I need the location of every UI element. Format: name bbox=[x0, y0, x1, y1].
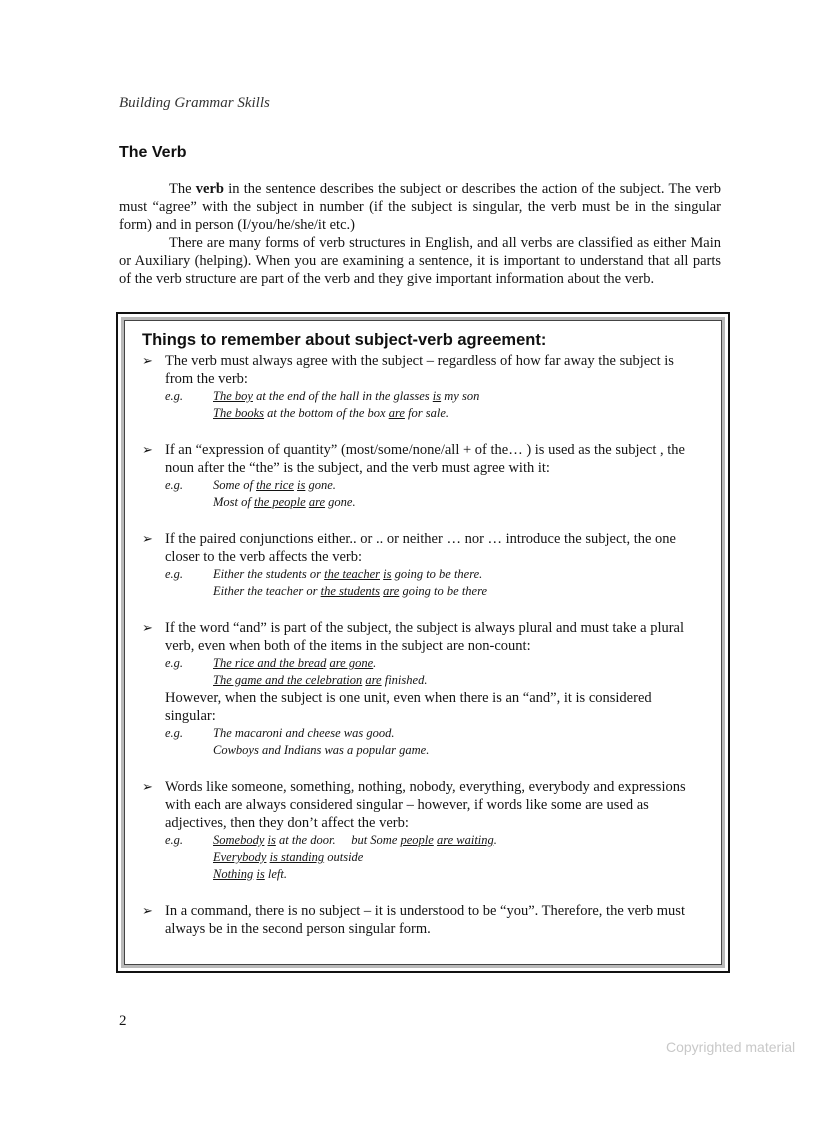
rule-text: The verb must always agree with the subject – regardless of how far away the subject is from the verb: bbox=[165, 353, 674, 387]
example-line: Either the teacher or the students are going to be there bbox=[213, 584, 488, 598]
example-line: e.g. The boy at the end of the hall in the glasses is my son bbox=[165, 389, 480, 403]
eg-label: e.g. bbox=[165, 726, 184, 740]
rules-box-title: Things to remember about subject-verb agreement: bbox=[142, 331, 547, 349]
rule-text: Words like someone, something, nothing, nobody, everything, everybody and expressions with each are always considered singular – however, if words like some are used as adjectives, then they don’t affect the verb: bbox=[165, 779, 686, 831]
arrow-bullet-icon: ➢ bbox=[142, 903, 153, 918]
rule-item bbox=[139, 902, 705, 938]
page-number: 2 bbox=[119, 1013, 127, 1029]
arrow-bullet-icon: ➢ bbox=[142, 779, 153, 794]
intro-paragraph-1: The verb in the sentence describes the subject or describes the action of the subject. The verb must “agree” with the subject in number (if the subject is singular, the verb must be in the singular form) and in person (I/you/he/she/it etc.) bbox=[119, 181, 721, 233]
intro-paragraph-2: There are many forms of verb structures in English, and all verbs are classified as either Main or Auxiliary (helping). When you are examining a sentence, it is important to understand that all parts of the verb structure are part of the verb and they give important information about the verb. bbox=[119, 235, 721, 287]
example-line: The books at the bottom of the box are for sale. bbox=[213, 406, 449, 420]
section-title: The Verb bbox=[119, 144, 187, 161]
rule-text: If an “expression of quantity” (most/some/none/all + of the… ) is used as the subject , the noun after the “the” is the subject, and the verb must agree with it: bbox=[165, 442, 685, 476]
example-line: Everybody is standing outside bbox=[213, 850, 364, 864]
rules-box bbox=[116, 312, 730, 973]
example-line: Nothing is left. bbox=[213, 867, 287, 881]
arrow-bullet-icon: ➢ bbox=[142, 620, 153, 635]
rule-item bbox=[139, 441, 705, 511]
example-line: Cowboys and Indians was a popular game. bbox=[213, 743, 430, 757]
rule-text: If the paired conjunctions either.. or .. or neither … nor … introduce the subject, the one closer to the verb affects the verb: bbox=[165, 531, 676, 565]
copyright-watermark: Copyrighted material bbox=[666, 1039, 796, 1055]
rule-item bbox=[139, 778, 705, 883]
example-line: e.g. Some of the rice is gone. bbox=[165, 478, 336, 492]
rule-item bbox=[139, 352, 705, 422]
rule-text: In a command, there is no subject – it is understood to be “you”. Therefore, the verb must always be in the second person singular form. bbox=[165, 903, 685, 937]
example-line: Most of the people are gone. bbox=[213, 495, 356, 509]
eg-label: e.g. bbox=[165, 478, 184, 492]
rule-item bbox=[139, 619, 705, 759]
example-line: e.g. Somebody is at the door. but Some people are waiting. bbox=[165, 833, 497, 847]
intro-text bbox=[119, 180, 721, 288]
eg-label: e.g. bbox=[165, 389, 184, 403]
rule-text: If the word “and” is part of the subject, the subject is always plural and must take a plural verb, even when both of the items in the subject are non-count: bbox=[165, 620, 685, 654]
arrow-bullet-icon: ➢ bbox=[142, 531, 153, 546]
eg-label: e.g. bbox=[165, 567, 184, 581]
rules-box-inner bbox=[121, 317, 725, 968]
rule-note: However, when the subject is one unit, even when there is an “and”, it is considered singular: bbox=[165, 690, 652, 724]
arrow-bullet-icon: ➢ bbox=[142, 442, 153, 457]
eg-label: e.g. bbox=[165, 833, 184, 847]
example-line: e.g. The macaroni and cheese was good. bbox=[165, 726, 395, 740]
arrow-bullet-icon: ➢ bbox=[142, 353, 153, 368]
example-line: e.g. Either the students or the teacher is going to be there. bbox=[165, 567, 483, 581]
example-line: The game and the celebration are finished. bbox=[213, 673, 428, 687]
rule-item bbox=[139, 530, 705, 600]
eg-label: e.g. bbox=[165, 656, 184, 670]
running-header: Building Grammar Skills bbox=[119, 95, 270, 111]
bold-term-verb: verb bbox=[195, 181, 224, 197]
example-line: e.g. The rice and the bread are gone. bbox=[165, 656, 377, 670]
